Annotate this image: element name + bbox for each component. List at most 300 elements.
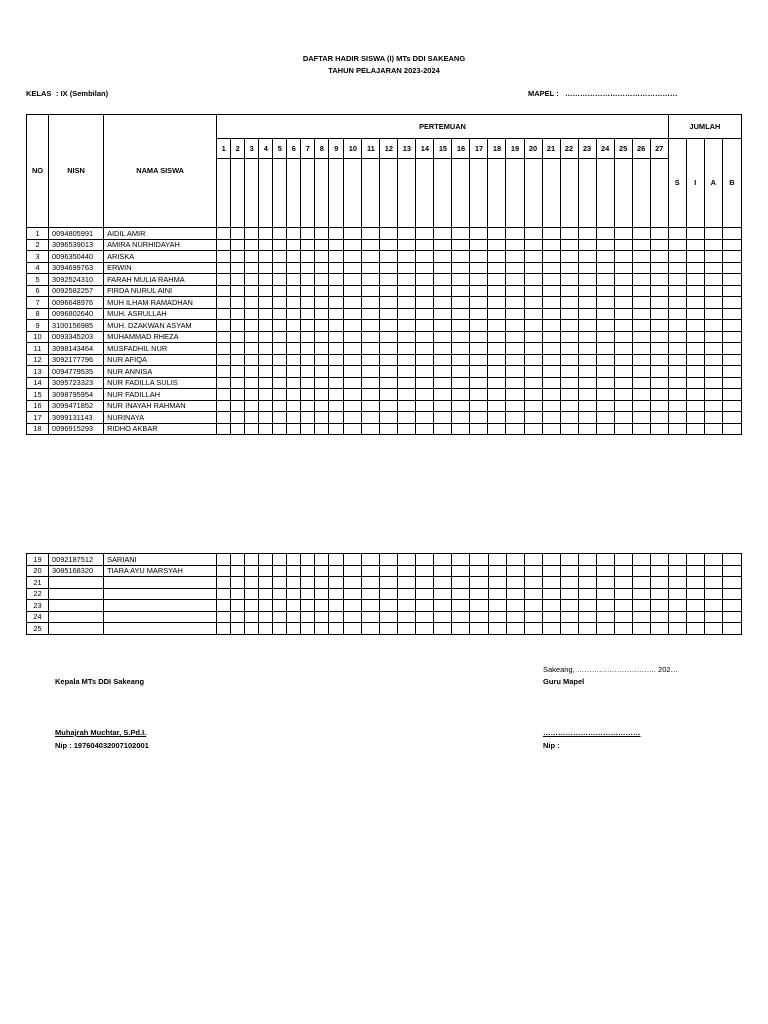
- jumlah-cell[interactable]: [704, 377, 722, 389]
- attendance-cell[interactable]: [596, 600, 614, 612]
- attendance-cell[interactable]: [380, 274, 398, 286]
- attendance-cell[interactable]: [506, 588, 524, 600]
- attendance-cell[interactable]: [632, 320, 650, 332]
- attendance-cell[interactable]: [596, 577, 614, 589]
- attendance-cell[interactable]: [315, 285, 329, 297]
- attendance-cell[interactable]: [315, 366, 329, 378]
- attendance-cell[interactable]: [542, 554, 560, 566]
- attendance-cell[interactable]: [416, 577, 434, 589]
- attendance-cell[interactable]: [273, 577, 287, 589]
- attendance-cell[interactable]: [560, 228, 578, 240]
- jumlah-cell[interactable]: [668, 377, 686, 389]
- jumlah-cell[interactable]: [686, 588, 704, 600]
- attendance-cell[interactable]: [470, 274, 488, 286]
- attendance-cell[interactable]: [506, 366, 524, 378]
- attendance-cell[interactable]: [245, 285, 259, 297]
- attendance-cell[interactable]: [273, 320, 287, 332]
- attendance-cell[interactable]: [287, 389, 301, 401]
- attendance-cell[interactable]: [315, 297, 329, 309]
- attendance-cell[interactable]: [632, 565, 650, 577]
- attendance-cell[interactable]: [470, 251, 488, 263]
- attendance-cell[interactable]: [380, 331, 398, 343]
- attendance-cell[interactable]: [315, 377, 329, 389]
- attendance-cell[interactable]: [329, 262, 344, 274]
- attendance-cell[interactable]: [434, 554, 452, 566]
- attendance-cell[interactable]: [596, 239, 614, 251]
- jumlah-cell[interactable]: [686, 285, 704, 297]
- attendance-cell[interactable]: [632, 577, 650, 589]
- jumlah-cell[interactable]: [704, 239, 722, 251]
- attendance-cell[interactable]: [231, 308, 245, 320]
- attendance-cell[interactable]: [217, 565, 231, 577]
- attendance-cell[interactable]: [560, 554, 578, 566]
- jumlah-cell[interactable]: [704, 251, 722, 263]
- attendance-cell[interactable]: [380, 354, 398, 366]
- attendance-cell[interactable]: [362, 412, 380, 424]
- attendance-cell[interactable]: [470, 320, 488, 332]
- attendance-cell[interactable]: [329, 554, 344, 566]
- attendance-cell[interactable]: [416, 320, 434, 332]
- attendance-cell[interactable]: [301, 354, 315, 366]
- attendance-cell[interactable]: [259, 623, 273, 635]
- attendance-cell[interactable]: [632, 308, 650, 320]
- attendance-cell[interactable]: [542, 400, 560, 412]
- attendance-cell[interactable]: [434, 285, 452, 297]
- attendance-cell[interactable]: [416, 554, 434, 566]
- attendance-cell[interactable]: [329, 577, 344, 589]
- jumlah-cell[interactable]: [722, 400, 741, 412]
- attendance-cell[interactable]: [301, 262, 315, 274]
- jumlah-cell[interactable]: [668, 366, 686, 378]
- attendance-cell[interactable]: [344, 423, 362, 435]
- attendance-cell[interactable]: [380, 412, 398, 424]
- attendance-cell[interactable]: [596, 554, 614, 566]
- attendance-cell[interactable]: [380, 297, 398, 309]
- attendance-cell[interactable]: [614, 412, 632, 424]
- attendance-cell[interactable]: [470, 600, 488, 612]
- jumlah-cell[interactable]: [722, 297, 741, 309]
- jumlah-cell[interactable]: [668, 423, 686, 435]
- attendance-cell[interactable]: [398, 377, 416, 389]
- attendance-cell[interactable]: [470, 262, 488, 274]
- attendance-cell[interactable]: [488, 423, 506, 435]
- jumlah-cell[interactable]: [704, 297, 722, 309]
- jumlah-cell[interactable]: [704, 400, 722, 412]
- attendance-cell[interactable]: [217, 228, 231, 240]
- attendance-cell[interactable]: [524, 274, 542, 286]
- jumlah-cell[interactable]: [722, 389, 741, 401]
- attendance-cell[interactable]: [434, 251, 452, 263]
- jumlah-cell[interactable]: [686, 331, 704, 343]
- attendance-cell[interactable]: [231, 611, 245, 623]
- attendance-cell[interactable]: [344, 331, 362, 343]
- attendance-cell[interactable]: [614, 285, 632, 297]
- attendance-cell[interactable]: [506, 285, 524, 297]
- attendance-cell[interactable]: [578, 297, 596, 309]
- jumlah-cell[interactable]: [668, 262, 686, 274]
- attendance-cell[interactable]: [329, 251, 344, 263]
- attendance-cell[interactable]: [470, 554, 488, 566]
- jumlah-cell[interactable]: [686, 228, 704, 240]
- attendance-cell[interactable]: [217, 297, 231, 309]
- attendance-cell[interactable]: [301, 577, 315, 589]
- attendance-cell[interactable]: [524, 389, 542, 401]
- attendance-cell[interactable]: [614, 366, 632, 378]
- attendance-cell[interactable]: [217, 331, 231, 343]
- attendance-cell[interactable]: [488, 320, 506, 332]
- attendance-cell[interactable]: [315, 262, 329, 274]
- attendance-cell[interactable]: [596, 611, 614, 623]
- attendance-cell[interactable]: [614, 577, 632, 589]
- attendance-cell[interactable]: [542, 366, 560, 378]
- attendance-cell[interactable]: [488, 354, 506, 366]
- jumlah-cell[interactable]: [686, 377, 704, 389]
- attendance-cell[interactable]: [273, 400, 287, 412]
- attendance-cell[interactable]: [301, 285, 315, 297]
- attendance-cell[interactable]: [398, 366, 416, 378]
- attendance-cell[interactable]: [245, 274, 259, 286]
- attendance-cell[interactable]: [650, 366, 668, 378]
- attendance-cell[interactable]: [287, 588, 301, 600]
- attendance-cell[interactable]: [452, 320, 470, 332]
- attendance-cell[interactable]: [452, 554, 470, 566]
- jumlah-cell[interactable]: [704, 262, 722, 274]
- attendance-cell[interactable]: [287, 377, 301, 389]
- jumlah-cell[interactable]: [686, 297, 704, 309]
- jumlah-cell[interactable]: [686, 577, 704, 589]
- attendance-cell[interactable]: [287, 565, 301, 577]
- attendance-cell[interactable]: [452, 285, 470, 297]
- attendance-cell[interactable]: [217, 343, 231, 355]
- attendance-cell[interactable]: [452, 308, 470, 320]
- attendance-cell[interactable]: [560, 400, 578, 412]
- attendance-cell[interactable]: [273, 588, 287, 600]
- attendance-cell[interactable]: [434, 228, 452, 240]
- jumlah-cell[interactable]: [722, 623, 741, 635]
- attendance-cell[interactable]: [650, 588, 668, 600]
- attendance-cell[interactable]: [217, 274, 231, 286]
- attendance-cell[interactable]: [614, 389, 632, 401]
- jumlah-cell[interactable]: [686, 320, 704, 332]
- attendance-cell[interactable]: [542, 343, 560, 355]
- attendance-cell[interactable]: [259, 285, 273, 297]
- attendance-cell[interactable]: [362, 611, 380, 623]
- attendance-cell[interactable]: [231, 588, 245, 600]
- attendance-cell[interactable]: [650, 600, 668, 612]
- attendance-cell[interactable]: [560, 423, 578, 435]
- attendance-cell[interactable]: [488, 331, 506, 343]
- attendance-cell[interactable]: [542, 285, 560, 297]
- attendance-cell[interactable]: [217, 611, 231, 623]
- jumlah-cell[interactable]: [686, 308, 704, 320]
- attendance-cell[interactable]: [650, 354, 668, 366]
- attendance-cell[interactable]: [231, 377, 245, 389]
- attendance-cell[interactable]: [632, 600, 650, 612]
- attendance-cell[interactable]: [632, 588, 650, 600]
- attendance-cell[interactable]: [329, 600, 344, 612]
- jumlah-cell[interactable]: [704, 554, 722, 566]
- attendance-cell[interactable]: [416, 354, 434, 366]
- attendance-cell[interactable]: [344, 366, 362, 378]
- attendance-cell[interactable]: [287, 262, 301, 274]
- attendance-cell[interactable]: [488, 285, 506, 297]
- attendance-cell[interactable]: [245, 600, 259, 612]
- attendance-cell[interactable]: [398, 565, 416, 577]
- attendance-cell[interactable]: [287, 577, 301, 589]
- attendance-cell[interactable]: [596, 285, 614, 297]
- attendance-cell[interactable]: [578, 554, 596, 566]
- jumlah-cell[interactable]: [722, 611, 741, 623]
- attendance-cell[interactable]: [259, 320, 273, 332]
- attendance-cell[interactable]: [506, 354, 524, 366]
- attendance-cell[interactable]: [542, 565, 560, 577]
- attendance-cell[interactable]: [301, 377, 315, 389]
- attendance-cell[interactable]: [650, 389, 668, 401]
- attendance-cell[interactable]: [524, 412, 542, 424]
- jumlah-cell[interactable]: [704, 389, 722, 401]
- attendance-cell[interactable]: [217, 588, 231, 600]
- attendance-cell[interactable]: [416, 308, 434, 320]
- jumlah-cell[interactable]: [668, 623, 686, 635]
- attendance-cell[interactable]: [614, 343, 632, 355]
- attendance-cell[interactable]: [434, 239, 452, 251]
- attendance-cell[interactable]: [560, 366, 578, 378]
- attendance-cell[interactable]: [231, 577, 245, 589]
- attendance-cell[interactable]: [470, 354, 488, 366]
- attendance-cell[interactable]: [614, 331, 632, 343]
- attendance-cell[interactable]: [259, 611, 273, 623]
- attendance-cell[interactable]: [416, 588, 434, 600]
- attendance-cell[interactable]: [614, 251, 632, 263]
- attendance-cell[interactable]: [301, 600, 315, 612]
- attendance-cell[interactable]: [470, 611, 488, 623]
- attendance-cell[interactable]: [362, 239, 380, 251]
- attendance-cell[interactable]: [231, 331, 245, 343]
- attendance-cell[interactable]: [245, 366, 259, 378]
- jumlah-cell[interactable]: [686, 239, 704, 251]
- attendance-cell[interactable]: [301, 400, 315, 412]
- attendance-cell[interactable]: [506, 308, 524, 320]
- attendance-cell[interactable]: [470, 366, 488, 378]
- attendance-cell[interactable]: [470, 423, 488, 435]
- attendance-cell[interactable]: [506, 274, 524, 286]
- attendance-cell[interactable]: [560, 389, 578, 401]
- attendance-cell[interactable]: [434, 611, 452, 623]
- attendance-cell[interactable]: [329, 400, 344, 412]
- attendance-cell[interactable]: [245, 423, 259, 435]
- attendance-cell[interactable]: [434, 389, 452, 401]
- attendance-cell[interactable]: [506, 320, 524, 332]
- attendance-cell[interactable]: [287, 366, 301, 378]
- attendance-cell[interactable]: [542, 623, 560, 635]
- attendance-cell[interactable]: [578, 623, 596, 635]
- attendance-cell[interactable]: [344, 554, 362, 566]
- jumlah-cell[interactable]: [686, 412, 704, 424]
- attendance-cell[interactable]: [506, 343, 524, 355]
- jumlah-cell[interactable]: [722, 577, 741, 589]
- attendance-cell[interactable]: [362, 577, 380, 589]
- attendance-cell[interactable]: [398, 623, 416, 635]
- attendance-cell[interactable]: [650, 308, 668, 320]
- attendance-cell[interactable]: [416, 274, 434, 286]
- attendance-cell[interactable]: [560, 274, 578, 286]
- attendance-cell[interactable]: [217, 600, 231, 612]
- attendance-cell[interactable]: [614, 565, 632, 577]
- jumlah-cell[interactable]: [704, 331, 722, 343]
- attendance-cell[interactable]: [315, 343, 329, 355]
- attendance-cell[interactable]: [542, 251, 560, 263]
- attendance-cell[interactable]: [452, 297, 470, 309]
- attendance-cell[interactable]: [650, 412, 668, 424]
- attendance-cell[interactable]: [596, 623, 614, 635]
- attendance-cell[interactable]: [578, 565, 596, 577]
- attendance-cell[interactable]: [650, 239, 668, 251]
- jumlah-cell[interactable]: [668, 331, 686, 343]
- attendance-cell[interactable]: [560, 377, 578, 389]
- attendance-cell[interactable]: [344, 308, 362, 320]
- attendance-cell[interactable]: [416, 423, 434, 435]
- attendance-cell[interactable]: [329, 366, 344, 378]
- attendance-cell[interactable]: [217, 423, 231, 435]
- attendance-cell[interactable]: [315, 423, 329, 435]
- attendance-cell[interactable]: [416, 565, 434, 577]
- attendance-cell[interactable]: [217, 262, 231, 274]
- attendance-cell[interactable]: [315, 623, 329, 635]
- attendance-cell[interactable]: [273, 389, 287, 401]
- attendance-cell[interactable]: [560, 588, 578, 600]
- attendance-cell[interactable]: [596, 565, 614, 577]
- attendance-cell[interactable]: [470, 588, 488, 600]
- attendance-cell[interactable]: [287, 320, 301, 332]
- attendance-cell[interactable]: [273, 623, 287, 635]
- attendance-cell[interactable]: [217, 577, 231, 589]
- attendance-cell[interactable]: [560, 412, 578, 424]
- attendance-cell[interactable]: [452, 623, 470, 635]
- attendance-cell[interactable]: [329, 354, 344, 366]
- attendance-cell[interactable]: [329, 412, 344, 424]
- jumlah-cell[interactable]: [686, 354, 704, 366]
- attendance-cell[interactable]: [329, 611, 344, 623]
- attendance-cell[interactable]: [362, 400, 380, 412]
- attendance-cell[interactable]: [614, 588, 632, 600]
- attendance-cell[interactable]: [231, 228, 245, 240]
- attendance-cell[interactable]: [578, 331, 596, 343]
- attendance-cell[interactable]: [596, 331, 614, 343]
- attendance-cell[interactable]: [259, 331, 273, 343]
- attendance-cell[interactable]: [416, 285, 434, 297]
- attendance-cell[interactable]: [398, 611, 416, 623]
- attendance-cell[interactable]: [452, 588, 470, 600]
- attendance-cell[interactable]: [452, 331, 470, 343]
- attendance-cell[interactable]: [632, 239, 650, 251]
- attendance-cell[interactable]: [524, 611, 542, 623]
- attendance-cell[interactable]: [506, 251, 524, 263]
- attendance-cell[interactable]: [398, 389, 416, 401]
- attendance-cell[interactable]: [416, 262, 434, 274]
- attendance-cell[interactable]: [273, 366, 287, 378]
- attendance-cell[interactable]: [614, 274, 632, 286]
- attendance-cell[interactable]: [315, 554, 329, 566]
- attendance-cell[interactable]: [542, 262, 560, 274]
- attendance-cell[interactable]: [301, 423, 315, 435]
- attendance-cell[interactable]: [506, 623, 524, 635]
- attendance-cell[interactable]: [329, 565, 344, 577]
- attendance-cell[interactable]: [452, 228, 470, 240]
- attendance-cell[interactable]: [287, 308, 301, 320]
- attendance-cell[interactable]: [380, 588, 398, 600]
- attendance-cell[interactable]: [259, 297, 273, 309]
- attendance-cell[interactable]: [416, 239, 434, 251]
- attendance-cell[interactable]: [217, 623, 231, 635]
- attendance-cell[interactable]: [524, 600, 542, 612]
- attendance-cell[interactable]: [245, 389, 259, 401]
- attendance-cell[interactable]: [596, 274, 614, 286]
- attendance-cell[interactable]: [259, 343, 273, 355]
- jumlah-cell[interactable]: [704, 611, 722, 623]
- attendance-cell[interactable]: [231, 343, 245, 355]
- attendance-cell[interactable]: [452, 354, 470, 366]
- jumlah-cell[interactable]: [668, 320, 686, 332]
- attendance-cell[interactable]: [650, 297, 668, 309]
- attendance-cell[interactable]: [329, 343, 344, 355]
- attendance-cell[interactable]: [301, 565, 315, 577]
- attendance-cell[interactable]: [506, 297, 524, 309]
- attendance-cell[interactable]: [560, 354, 578, 366]
- attendance-cell[interactable]: [488, 600, 506, 612]
- jumlah-cell[interactable]: [704, 228, 722, 240]
- attendance-cell[interactable]: [217, 251, 231, 263]
- attendance-cell[interactable]: [398, 239, 416, 251]
- attendance-cell[interactable]: [434, 320, 452, 332]
- attendance-cell[interactable]: [344, 354, 362, 366]
- attendance-cell[interactable]: [301, 274, 315, 286]
- attendance-cell[interactable]: [362, 262, 380, 274]
- attendance-cell[interactable]: [488, 565, 506, 577]
- attendance-cell[interactable]: [273, 611, 287, 623]
- attendance-cell[interactable]: [259, 577, 273, 589]
- attendance-cell[interactable]: [245, 623, 259, 635]
- attendance-cell[interactable]: [560, 343, 578, 355]
- attendance-cell[interactable]: [362, 588, 380, 600]
- attendance-cell[interactable]: [380, 262, 398, 274]
- attendance-cell[interactable]: [560, 600, 578, 612]
- attendance-cell[interactable]: [632, 343, 650, 355]
- attendance-cell[interactable]: [470, 400, 488, 412]
- attendance-cell[interactable]: [578, 577, 596, 589]
- attendance-cell[interactable]: [506, 611, 524, 623]
- attendance-cell[interactable]: [287, 297, 301, 309]
- attendance-cell[interactable]: [259, 274, 273, 286]
- attendance-cell[interactable]: [632, 611, 650, 623]
- attendance-cell[interactable]: [542, 354, 560, 366]
- attendance-cell[interactable]: [524, 297, 542, 309]
- attendance-cell[interactable]: [632, 554, 650, 566]
- attendance-cell[interactable]: [245, 412, 259, 424]
- attendance-cell[interactable]: [452, 600, 470, 612]
- attendance-cell[interactable]: [650, 228, 668, 240]
- attendance-cell[interactable]: [231, 623, 245, 635]
- attendance-cell[interactable]: [434, 262, 452, 274]
- attendance-cell[interactable]: [524, 377, 542, 389]
- attendance-cell[interactable]: [380, 320, 398, 332]
- attendance-cell[interactable]: [287, 285, 301, 297]
- attendance-cell[interactable]: [344, 251, 362, 263]
- attendance-cell[interactable]: [380, 600, 398, 612]
- attendance-cell[interactable]: [632, 412, 650, 424]
- attendance-cell[interactable]: [506, 262, 524, 274]
- attendance-cell[interactable]: [231, 565, 245, 577]
- attendance-cell[interactable]: [315, 228, 329, 240]
